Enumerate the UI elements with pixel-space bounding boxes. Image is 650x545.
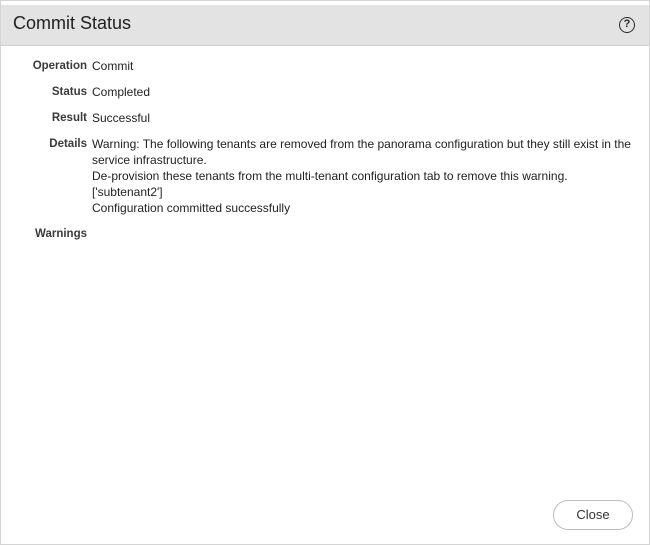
result-value: Successful <box>92 111 151 125</box>
operation-value: Commit <box>92 59 134 73</box>
details-tenant-line: ['subtenant2'] <box>92 185 163 199</box>
dialog-title: Commit Status <box>13 13 132 33</box>
operation-row <box>1 58 649 74</box>
details-row <box>1 136 649 216</box>
status-details <box>1 58 649 252</box>
details-deprovision-line: De-provision these tenants from the multi-tenant configuration tab to remove this warning. <box>92 169 568 183</box>
details-label: Details <box>49 138 87 150</box>
details-value <box>92 136 649 216</box>
help-icon[interactable]: ? <box>619 17 635 33</box>
result-row <box>1 110 649 126</box>
warnings-row <box>1 226 649 242</box>
details-success-line: Configuration committed successfully <box>92 201 291 215</box>
details-warning-line: Warning: The following tenants are removed from the panorama configuration but they still exist in the service infrastructure. <box>92 137 631 167</box>
dialog-titlebar <box>1 5 649 46</box>
status-value: Completed <box>92 85 151 99</box>
status-label: Status <box>51 86 87 98</box>
close-button[interactable]: Close <box>553 500 633 530</box>
status-row <box>1 84 649 100</box>
warnings-label: Warnings <box>35 228 87 240</box>
warnings-value <box>92 226 649 242</box>
operation-label: Operation <box>32 60 87 72</box>
result-label: Result <box>51 112 87 124</box>
